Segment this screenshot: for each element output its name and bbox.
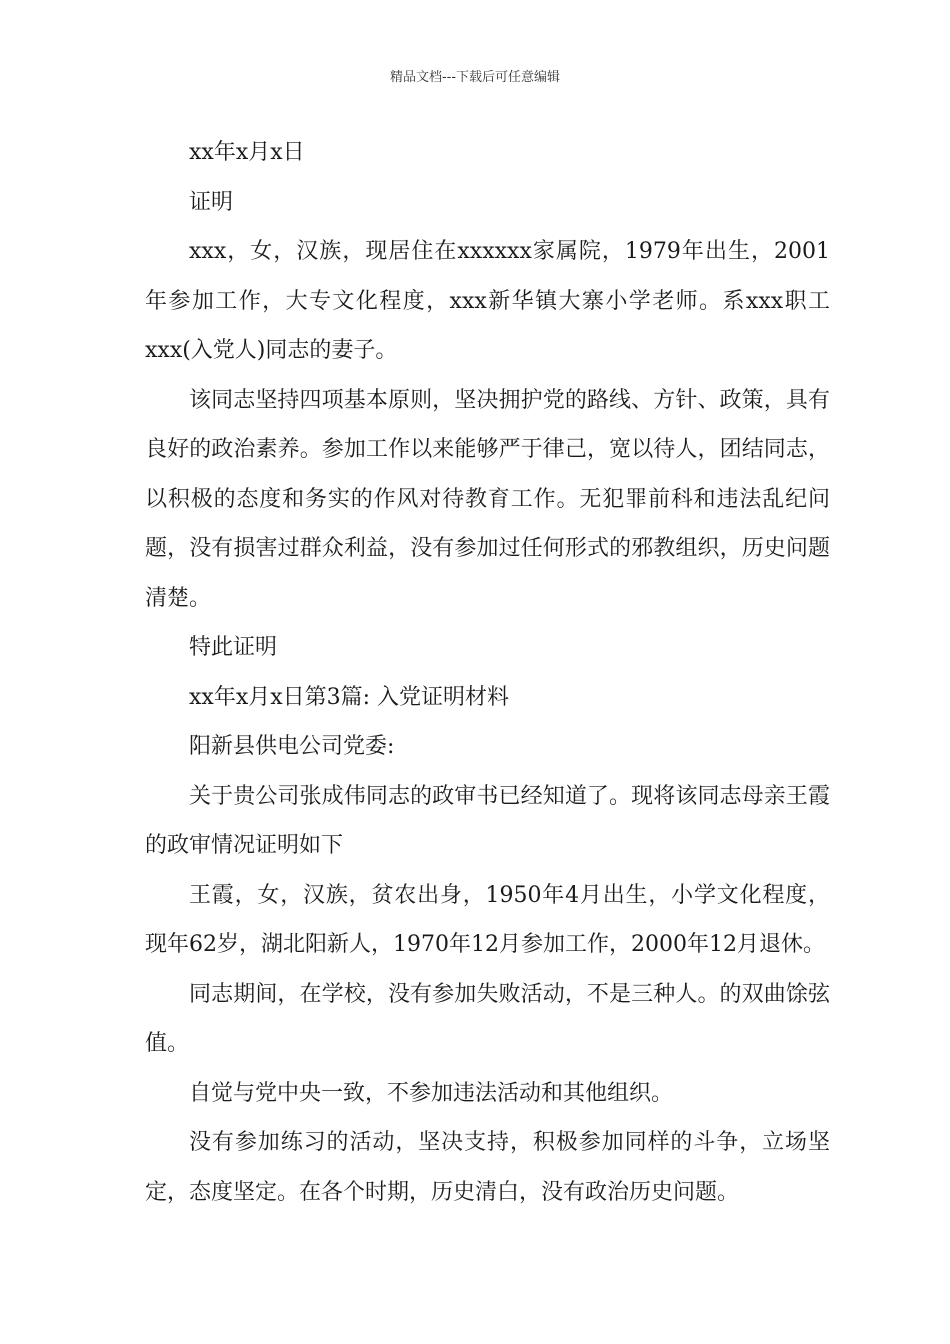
- mother-info-paragraph: 王霞，女，汉族，贫农出身，1950年4月出生，小学文化程度，现年62岁，湖北阳新人，1970年12月参加工作，2000年12月退休。: [145, 882, 830, 957]
- closing-statement: 特此证明: [189, 635, 278, 660]
- party-alignment-paragraph: 自觉与党中央一致，不参加违法活动和其他组织。: [189, 1080, 674, 1106]
- certificate-title: 证明: [189, 189, 234, 215]
- conduct-paragraph: 同志期间，在学校，没有参加失败活动，不是三种人。的双曲馀弦值。: [145, 981, 830, 1056]
- date-line: xx年x月x日: [189, 140, 305, 165]
- personal-info-paragraph: xxx，女，汉族，现居住在xxxxxx家属院，1979年出生，2001年参加工作，大专文化程度，xxx新华镇大寨小学老师。系xxx职工xxx(入党人)同志的妻子。: [145, 239, 830, 363]
- recipient-line: 阳新县供电公司党委:: [189, 734, 395, 759]
- evaluation-paragraph: 该同志坚持四项基本原则，坚决拥护党的路线、方针、政策，具有良好的政治素养。参加工作以来能够严于律己，宽以待人，团结同志，以积极的态度和务实的作风对待教育工作。无犯罪前科和违法乱纪问题，没有损害过群众利益，没有参加过任何形式的邪教组织，历史问题清楚。: [145, 387, 830, 611]
- page-header: 精品文档---下载后可任意编辑: [389, 70, 561, 85]
- history-paragraph: 没有参加练习的活动，坚决支持，积极参加同样的斗争，立场坚定，态度坚定。在各个时期，历史清白，没有政治历史问题。: [145, 1130, 830, 1205]
- intro-paragraph: 关于贵公司张成伟同志的政审书已经知道了。现将该同志母亲王霞的政审情况证明如下: [145, 783, 830, 858]
- section-heading: xx年x月x日第3篇: 入党证明材料: [189, 684, 510, 710]
- document-body: [145, 128, 830, 1217]
